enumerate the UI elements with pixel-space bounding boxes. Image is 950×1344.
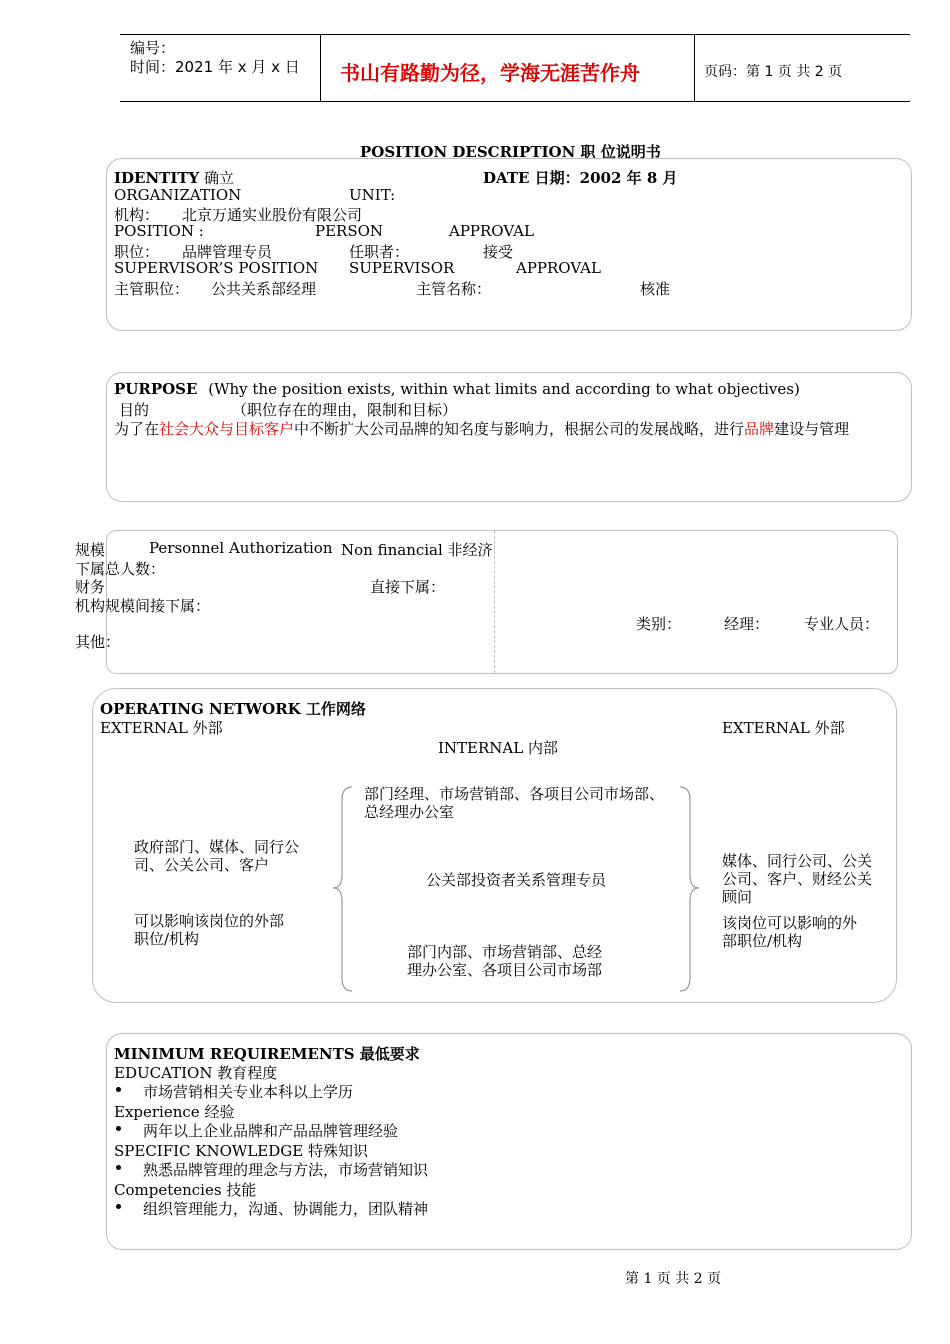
approve-cn-label: 核准: [640, 280, 671, 298]
position-en-label: POSITION :: [114, 222, 204, 240]
purpose-statement: [114, 418, 849, 439]
non-financial-label: Non financial 非经济: [341, 541, 493, 559]
other-label: 其他：: [75, 633, 121, 651]
right-external-line-2b: 部职位/机构: [722, 932, 803, 950]
scale-label: 规模: [75, 541, 106, 559]
knowledge-item: 熟悉品牌管理的理念与方法，市场营销知识: [143, 1161, 429, 1179]
purpose-heading-en: PURPOSE: [114, 380, 198, 398]
organization-value: 北京万通实业股份有限公司: [182, 206, 363, 224]
education-bullet: [116, 1087, 121, 1092]
position-value: 品牌管理专员: [182, 243, 273, 261]
internal-top-line-2: 总经理办公室: [364, 803, 455, 821]
organization-cn-label: 机构：: [114, 206, 160, 224]
total-subordinates-label: 下属总人数：: [75, 560, 166, 578]
purpose-cn-desc: （职位存在的理由，限制和目标）: [232, 401, 458, 419]
right-external-line-1c: 顾问: [722, 888, 753, 906]
time-label: 时间：2021 年 x 月 x 日: [130, 58, 300, 76]
internal-label: INTERNAL 内部: [438, 739, 558, 757]
purpose-text-3: 中不断扩大公司品牌的知名度与影响力，根据公司的发展战略，进行: [294, 420, 745, 438]
network-center-role: 公关部投资者关系管理专员: [426, 871, 607, 889]
internal-bottom-line-1: 部门内部、市场营销部、总经: [407, 943, 603, 961]
indirect-subordinates-label: 机构规模间接下属：: [75, 597, 211, 615]
experience-item: 两年以上企业品牌和产品品牌管理经验: [143, 1122, 399, 1140]
supervisor-name-cn-label: 主管名称：: [416, 280, 492, 298]
right-external-line-2a: 该岗位可以影响的外: [722, 914, 858, 932]
competencies-item: 组织管理能力，沟通、协调能力，团队精神: [143, 1200, 429, 1218]
header-motto: 书山有路勤为径，学海无涯苦作舟: [340, 61, 640, 85]
left-external-line-2a: 可以影响该岗位的外部: [134, 912, 285, 930]
knowledge-bullet: [116, 1165, 121, 1170]
scale-divider: [494, 531, 495, 673]
approval2-en-label: APPROVAL: [516, 259, 601, 277]
left-external-line-2b: 职位/机构: [134, 930, 200, 948]
supervisor-position-en-label: SUPERVISOR’S POSITION: [114, 259, 319, 277]
purpose-text-5: 建设与管理: [774, 420, 850, 438]
external-right-label: EXTERNAL 外部: [722, 719, 845, 737]
personnel-authorization-label: Personnel Authorization: [149, 539, 333, 557]
purpose-heading: [114, 380, 800, 398]
finance-label: 财务: [75, 578, 106, 596]
direct-subordinates-label: 直接下属：: [370, 578, 446, 596]
knowledge-label: SPECIFIC KNOWLEDGE 特殊知识: [114, 1142, 368, 1160]
requirements-heading: MINIMUM REQUIREMENTS 最低要求: [114, 1045, 420, 1063]
left-external-line-1b: 司、公关公司、客户: [134, 856, 270, 874]
identity-heading-cn: 确立: [204, 169, 235, 187]
approval-en-label: APPROVAL: [449, 222, 534, 240]
identity-heading-en: IDENTITY: [114, 169, 200, 187]
professional-label: 专业人员：: [804, 615, 880, 633]
purpose-text-highlight-1: 社会大众与目标客户: [159, 420, 295, 438]
education-label: EDUCATION 教育程度: [114, 1064, 278, 1082]
left-external-line-1a: 政府部门、媒体、同行公: [134, 838, 300, 856]
organization-en-label: ORGANIZATION: [114, 186, 242, 204]
document-title: POSITION DESCRIPTION 职 位说明书: [360, 143, 661, 161]
position-cn-label: 职位：: [114, 243, 160, 261]
unit-en-label: UNIT:: [349, 186, 396, 204]
identity-heading: [114, 167, 234, 188]
serial-number-label: 编号：: [130, 39, 176, 57]
header-page-label: 页码：第 1 页 共 2 页: [704, 64, 843, 80]
supervisor-position-value: 公共关系部经理: [211, 280, 317, 298]
category-label: 类别：: [636, 615, 682, 633]
education-item: 市场营销相关专业本科以上学历: [143, 1083, 354, 1101]
header-divider-left: [320, 34, 321, 102]
experience-bullet: [116, 1126, 121, 1131]
supervisor-en-label: SUPERVISOR: [349, 259, 455, 277]
internal-bottom-line-2: 理办公室、各项目公司市场部: [407, 961, 603, 979]
accept-cn-label: 接受: [483, 243, 514, 261]
purpose-text-highlight-2: 品牌: [744, 420, 775, 438]
purpose-text-1: 为了在: [114, 420, 160, 438]
competencies-label: Competencies 技能: [114, 1181, 257, 1199]
external-left-label: EXTERNAL 外部: [100, 719, 223, 737]
manager-label: 经理：: [724, 615, 770, 633]
purpose-cn-label: 目的: [119, 401, 150, 419]
internal-top-line-1: 部门经理、市场营销部、各项目公司市场部、: [364, 785, 665, 803]
right-external-line-1a: 媒体、同行公司、公关: [722, 852, 873, 870]
footer-page-number: 第 1 页 共 2 页: [625, 1271, 722, 1287]
right-external-line-1b: 公司、客户、财经公关: [722, 870, 873, 888]
identity-date: DATE 日期：2002 年 8 月: [483, 169, 678, 187]
network-heading: OPERATING NETWORK 工作网络: [100, 700, 366, 718]
incumbent-cn-label: 任职者：: [349, 243, 410, 261]
experience-label: Experience 经验: [114, 1103, 235, 1121]
header-top-rule: [120, 34, 910, 35]
person-en-label: PERSON: [315, 222, 384, 240]
header-bottom-rule: [120, 101, 910, 102]
header-divider-right: [694, 34, 695, 102]
supervisor-position-cn-label: 主管职位：: [114, 280, 190, 298]
purpose-heading-desc: (Why the position exists, within what limits and according to what objectives): [208, 380, 800, 398]
competencies-bullet: [116, 1204, 121, 1209]
